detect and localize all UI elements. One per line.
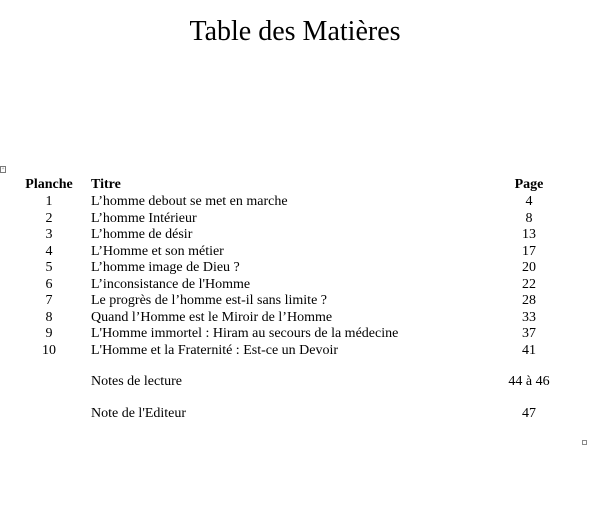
- row-title: L’homme debout se met en marche: [91, 194, 288, 209]
- row-title: Note de l'Editeur: [91, 405, 187, 421]
- row-title: L’homme de désir: [91, 227, 193, 242]
- table-row: [0, 227, 590, 244]
- row-number: 1: [45, 194, 53, 209]
- row-title: Notes de lecture: [91, 374, 182, 389]
- end-of-cell-marker: [582, 440, 587, 445]
- table-of-contents: [0, 176, 590, 422]
- table-header-row: [0, 176, 590, 194]
- row-page: 33: [522, 309, 536, 325]
- row-number: 2: [45, 210, 53, 226]
- row-page: 44 à 46: [508, 374, 550, 389]
- row-number: 7: [45, 293, 53, 308]
- row-page: 28: [522, 293, 536, 308]
- table-row: [0, 194, 590, 211]
- row-number: 10: [42, 342, 56, 358]
- table-row: [0, 343, 590, 360]
- row-title: Quand l’Homme est le Miroir de l’Homme: [91, 309, 333, 325]
- row-title: L’homme Intérieur: [91, 210, 197, 226]
- spacer: [0, 391, 590, 406]
- row-title: L'Homme immortel : Hiram au secours de la médecine: [91, 326, 399, 341]
- header-page: Page: [514, 177, 544, 192]
- page-title: Table des Matières: [189, 16, 401, 47]
- row-page: 47: [522, 405, 536, 421]
- table-row: [0, 293, 590, 310]
- row-number: 6: [45, 276, 53, 292]
- spacer: [0, 359, 590, 374]
- table-row: [0, 244, 590, 261]
- row-page: 20: [522, 260, 536, 275]
- table-move-handle-icon[interactable]: +: [1, 167, 5, 172]
- row-number: 9: [45, 326, 53, 341]
- header-planche: Planche: [25, 177, 73, 192]
- row-title: L'Homme et la Fraternité : Est-ce un Devoir: [91, 342, 339, 358]
- row-number: 4: [45, 243, 53, 259]
- row-page: 37: [522, 326, 536, 341]
- table-row-notes: [0, 374, 590, 391]
- header-titre: Titre: [91, 177, 121, 192]
- row-title: L’homme image de Dieu ?: [91, 260, 240, 275]
- row-page: 4: [525, 194, 533, 209]
- row-number: 3: [45, 227, 53, 242]
- row-page: 17: [522, 243, 536, 259]
- table-row: [0, 260, 590, 277]
- row-page: 22: [522, 276, 536, 292]
- row-title: L’inconsistance de l'Homme: [91, 276, 251, 292]
- row-title: L’Homme et son métier: [91, 243, 224, 259]
- table-row: [0, 211, 590, 228]
- table-row: [0, 326, 590, 343]
- table-row: [0, 277, 590, 294]
- row-title: Le progrès de l’homme est-il sans limite ?: [91, 293, 327, 308]
- row-page: 41: [522, 342, 536, 358]
- row-page: 8: [525, 210, 533, 226]
- table-row: [0, 310, 590, 327]
- row-page: 13: [522, 227, 536, 242]
- table-row-editor-note: [0, 406, 590, 423]
- row-number: 5: [45, 260, 53, 275]
- row-number: 8: [45, 309, 53, 325]
